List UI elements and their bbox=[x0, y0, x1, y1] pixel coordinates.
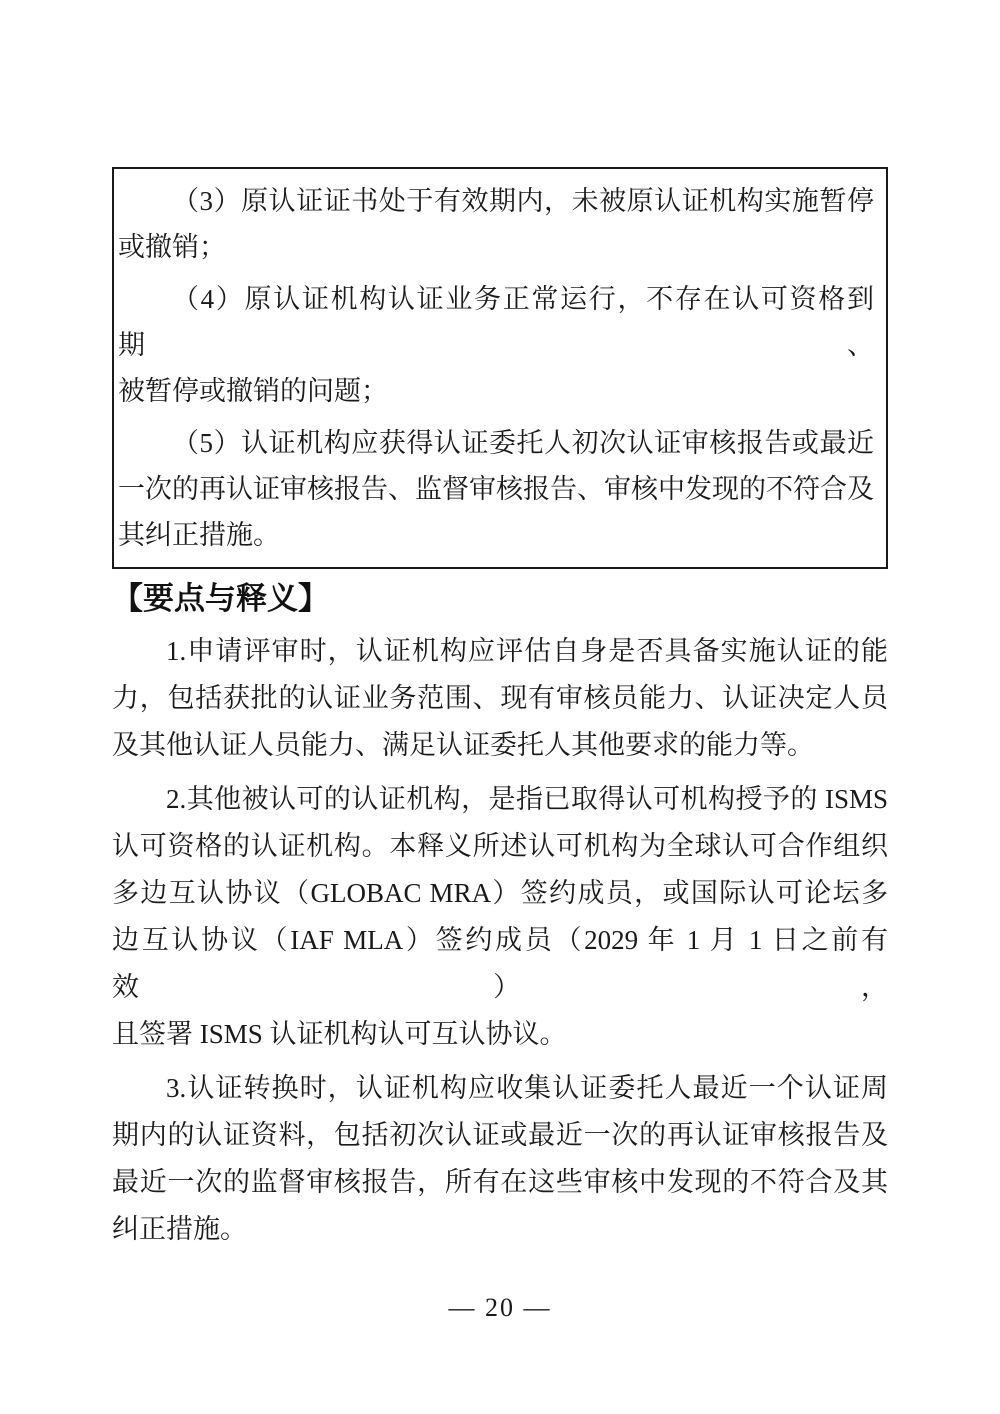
text-line: 多边互认协议（GLOBAC MRA）签约成员，或国际认可论坛多 bbox=[112, 878, 888, 908]
text-line: 认可资格的认证机构。本释义所述认可机构为全球认可合作组织 bbox=[112, 831, 888, 861]
box-paragraph bbox=[118, 178, 874, 270]
text-line: 或撤销； bbox=[118, 232, 226, 262]
text-line: 期内的认证资料，包括初次认证或最近一次的再认证审核报告及 bbox=[112, 1120, 888, 1150]
text-line: （5）认证机构应获得认证委托人初次认证审核报告或最近 bbox=[172, 428, 874, 458]
body-paragraph bbox=[112, 776, 888, 1058]
box-paragraph bbox=[118, 420, 874, 558]
text-line bbox=[118, 564, 874, 569]
text-line: 最近一次的监督审核报告，所有在这些审核中发现的不符合及其 bbox=[112, 1167, 888, 1197]
text-line: 纠正措施。 bbox=[112, 1214, 247, 1244]
text-line: 其纠正措施。 bbox=[118, 520, 280, 550]
body-paragraph bbox=[112, 1065, 888, 1253]
text-line: 2.其他被认可的认证机构，是指已取得认可机构授予的 ISMS bbox=[166, 784, 888, 814]
text-line: （4）原认证机构认证业务正常运行，不存在认可资格到期、 bbox=[118, 284, 874, 360]
text-line: 及其他认证人员能力、满足认证委托人其他要求的能力等。 bbox=[112, 730, 814, 760]
page-number: — 20 — bbox=[448, 1293, 552, 1322]
text-line: 1.申请评审时，认证机构应评估自身是否具备实施认证的能 bbox=[166, 636, 888, 666]
text-line: 且签署 ISMS 认证机构认可互认协议。 bbox=[112, 1019, 567, 1049]
text-line: 被暂停或撤销的问题； bbox=[118, 376, 388, 406]
commentary-body bbox=[112, 628, 888, 1253]
text-line: （3）原认证证书处于有效期内，未被原认证机构实施暂停 bbox=[172, 186, 874, 216]
box-paragraph bbox=[118, 276, 874, 414]
body-paragraph bbox=[112, 628, 888, 769]
text-line: 3.认证转换时，认证机构应收集认证委托人最近一个认证周 bbox=[166, 1073, 888, 1103]
boxed-clause bbox=[112, 167, 888, 569]
section-header: 【要点与释义】 bbox=[112, 581, 329, 616]
text-line: 一次的再认证审核报告、监督审核报告、审核中发现的不符合及 bbox=[118, 474, 874, 504]
text-line: 边互认协议（IAF MLA）签约成员（2029 年 1 月 1 日之前有效）， bbox=[112, 925, 888, 1002]
box-paragraph bbox=[118, 564, 874, 569]
text-line: 力，包括获批的认证业务范围、现有审核员能力、认证决定人员 bbox=[112, 683, 888, 713]
